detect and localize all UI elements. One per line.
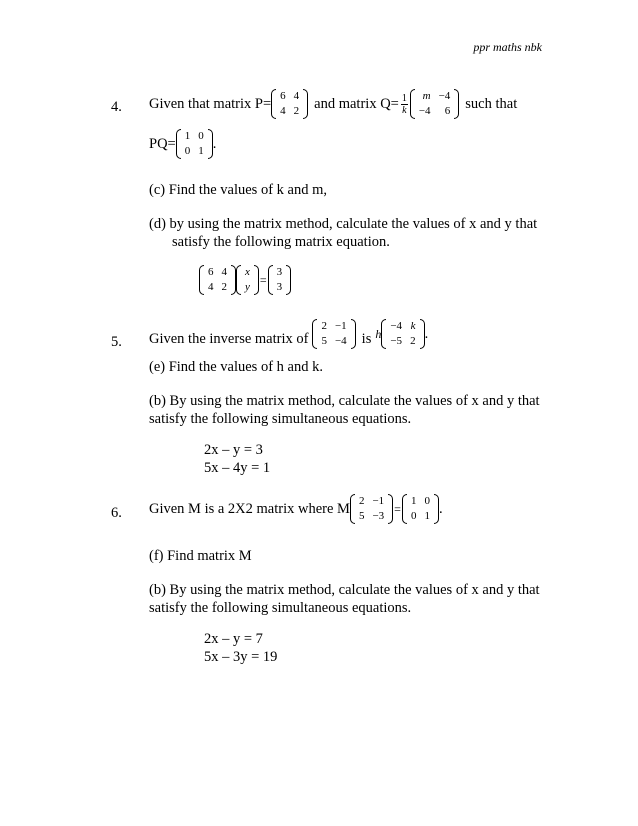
- q4-matrix-equation: [199, 265, 291, 295]
- matrix-B: [268, 265, 292, 295]
- q6-part-b-line2: satisfy the following simultaneous equations.: [149, 600, 412, 616]
- matrix-cell: 2: [293, 105, 300, 117]
- matrix-cell: k: [410, 320, 416, 332]
- q5-equation-2: 5x – 4y = 1: [204, 460, 271, 476]
- q4-statement: [149, 89, 517, 119]
- matrix-cell: 2: [321, 320, 327, 332]
- matrix-A: [350, 494, 393, 524]
- q4-fraction: [401, 93, 408, 116]
- q5-part-b-line2: satisfy the following simultaneous equations.: [149, 411, 412, 427]
- matrix-identity: [402, 494, 439, 524]
- q4-part-d-line2: satisfy the following matrix equation.: [172, 234, 390, 250]
- matrix-cell: 3: [276, 281, 283, 293]
- matrix-cell: 2: [358, 495, 365, 507]
- matrix-cell: 2: [221, 281, 227, 293]
- q4-intro: Given that matrix P=: [149, 96, 272, 112]
- equals-sign: =: [259, 273, 267, 287]
- q6-intro: Given M is a 2X2 matrix where M: [149, 501, 350, 517]
- matrix-cell: m: [422, 90, 431, 102]
- matrix-A: [199, 265, 236, 295]
- q5-equation-1: 2x – y = 3: [204, 442, 263, 458]
- matrix-cell: 5: [358, 510, 365, 522]
- matrix-cell: 0: [424, 495, 430, 507]
- fraction-numerator: 1: [401, 92, 407, 104]
- matrix-cell: −1: [334, 320, 347, 332]
- q4-part-c: (c) Find the values of k and m,: [149, 182, 327, 198]
- matrix-cell: 3: [276, 266, 283, 278]
- q4-part-d-line1: (d) by using the matrix method, calculate the values of x and y that: [149, 216, 538, 232]
- period: .: [438, 501, 443, 517]
- page-header: ppr maths nbk: [473, 40, 542, 54]
- equals-sign: =: [394, 502, 401, 516]
- matrix-cell: y: [245, 281, 250, 293]
- q5-part-e: (e) Find the values of h and k.: [149, 359, 323, 375]
- q6-number: 6.: [111, 505, 122, 521]
- q6-statement: [149, 494, 443, 524]
- matrix-cell: 1: [184, 130, 191, 142]
- matrix-identity: [176, 129, 213, 159]
- q5-scalar-h: h: [375, 327, 382, 341]
- q4-number: 4.: [111, 99, 122, 115]
- matrix-cell: 4: [208, 281, 214, 293]
- q4-tail: such that: [465, 96, 518, 112]
- q6-equation-1: 2x – y = 7: [204, 631, 263, 647]
- matrix-cell: −4: [334, 335, 347, 347]
- matrix-cell: −4: [418, 105, 431, 117]
- q4-pq-line: [149, 129, 216, 159]
- q5-is: is: [361, 331, 372, 347]
- q6-equation-2: 5x – 3y = 19: [204, 649, 278, 665]
- matrix-cell: 6: [208, 266, 214, 278]
- matrix-cell: 2: [410, 335, 416, 347]
- period: .: [424, 326, 429, 342]
- q4-pq-label: PQ=: [149, 136, 176, 152]
- matrix-cell: 1: [424, 510, 430, 522]
- q6-part-b-line1: (b) By using the matrix method, calculate the values of x and y that: [149, 582, 540, 598]
- matrix-Q: [410, 89, 459, 119]
- matrix-X: [236, 265, 259, 295]
- matrix-cell: 0: [184, 145, 191, 157]
- matrix-cell: 1: [410, 495, 417, 507]
- matrix-A: [312, 319, 355, 349]
- matrix-cell: −5: [390, 335, 403, 347]
- matrix-cell: 0: [198, 130, 204, 142]
- matrix-cell: −1: [372, 495, 385, 507]
- period: .: [212, 136, 217, 152]
- q5-statement: [149, 319, 428, 349]
- matrix-cell: 0: [410, 510, 417, 522]
- q4-mid: and matrix Q=: [314, 96, 399, 112]
- matrix-A-inverse: [381, 319, 424, 349]
- q5-intro: Given the inverse matrix of: [149, 331, 309, 347]
- matrix-cell: −4: [438, 90, 451, 102]
- matrix-cell: 1: [198, 145, 204, 157]
- matrix-cell: 4: [280, 105, 286, 117]
- q6-part-f: (f) Find matrix M: [149, 548, 252, 564]
- matrix-cell: 5: [321, 335, 327, 347]
- matrix-cell: 4: [293, 90, 300, 102]
- matrix-cell: 6: [444, 105, 451, 117]
- matrix-cell: x: [245, 266, 250, 278]
- matrix-P: [271, 89, 308, 119]
- q5-part-b-line1: (b) By using the matrix method, calculate the values of x and y that: [149, 393, 540, 409]
- matrix-cell: −3: [372, 510, 385, 522]
- matrix-cell: 6: [280, 90, 286, 102]
- matrix-cell: 4: [221, 266, 227, 278]
- q5-number: 5.: [111, 334, 122, 350]
- matrix-cell: −4: [390, 320, 403, 332]
- fraction-denominator: k: [402, 104, 407, 116]
